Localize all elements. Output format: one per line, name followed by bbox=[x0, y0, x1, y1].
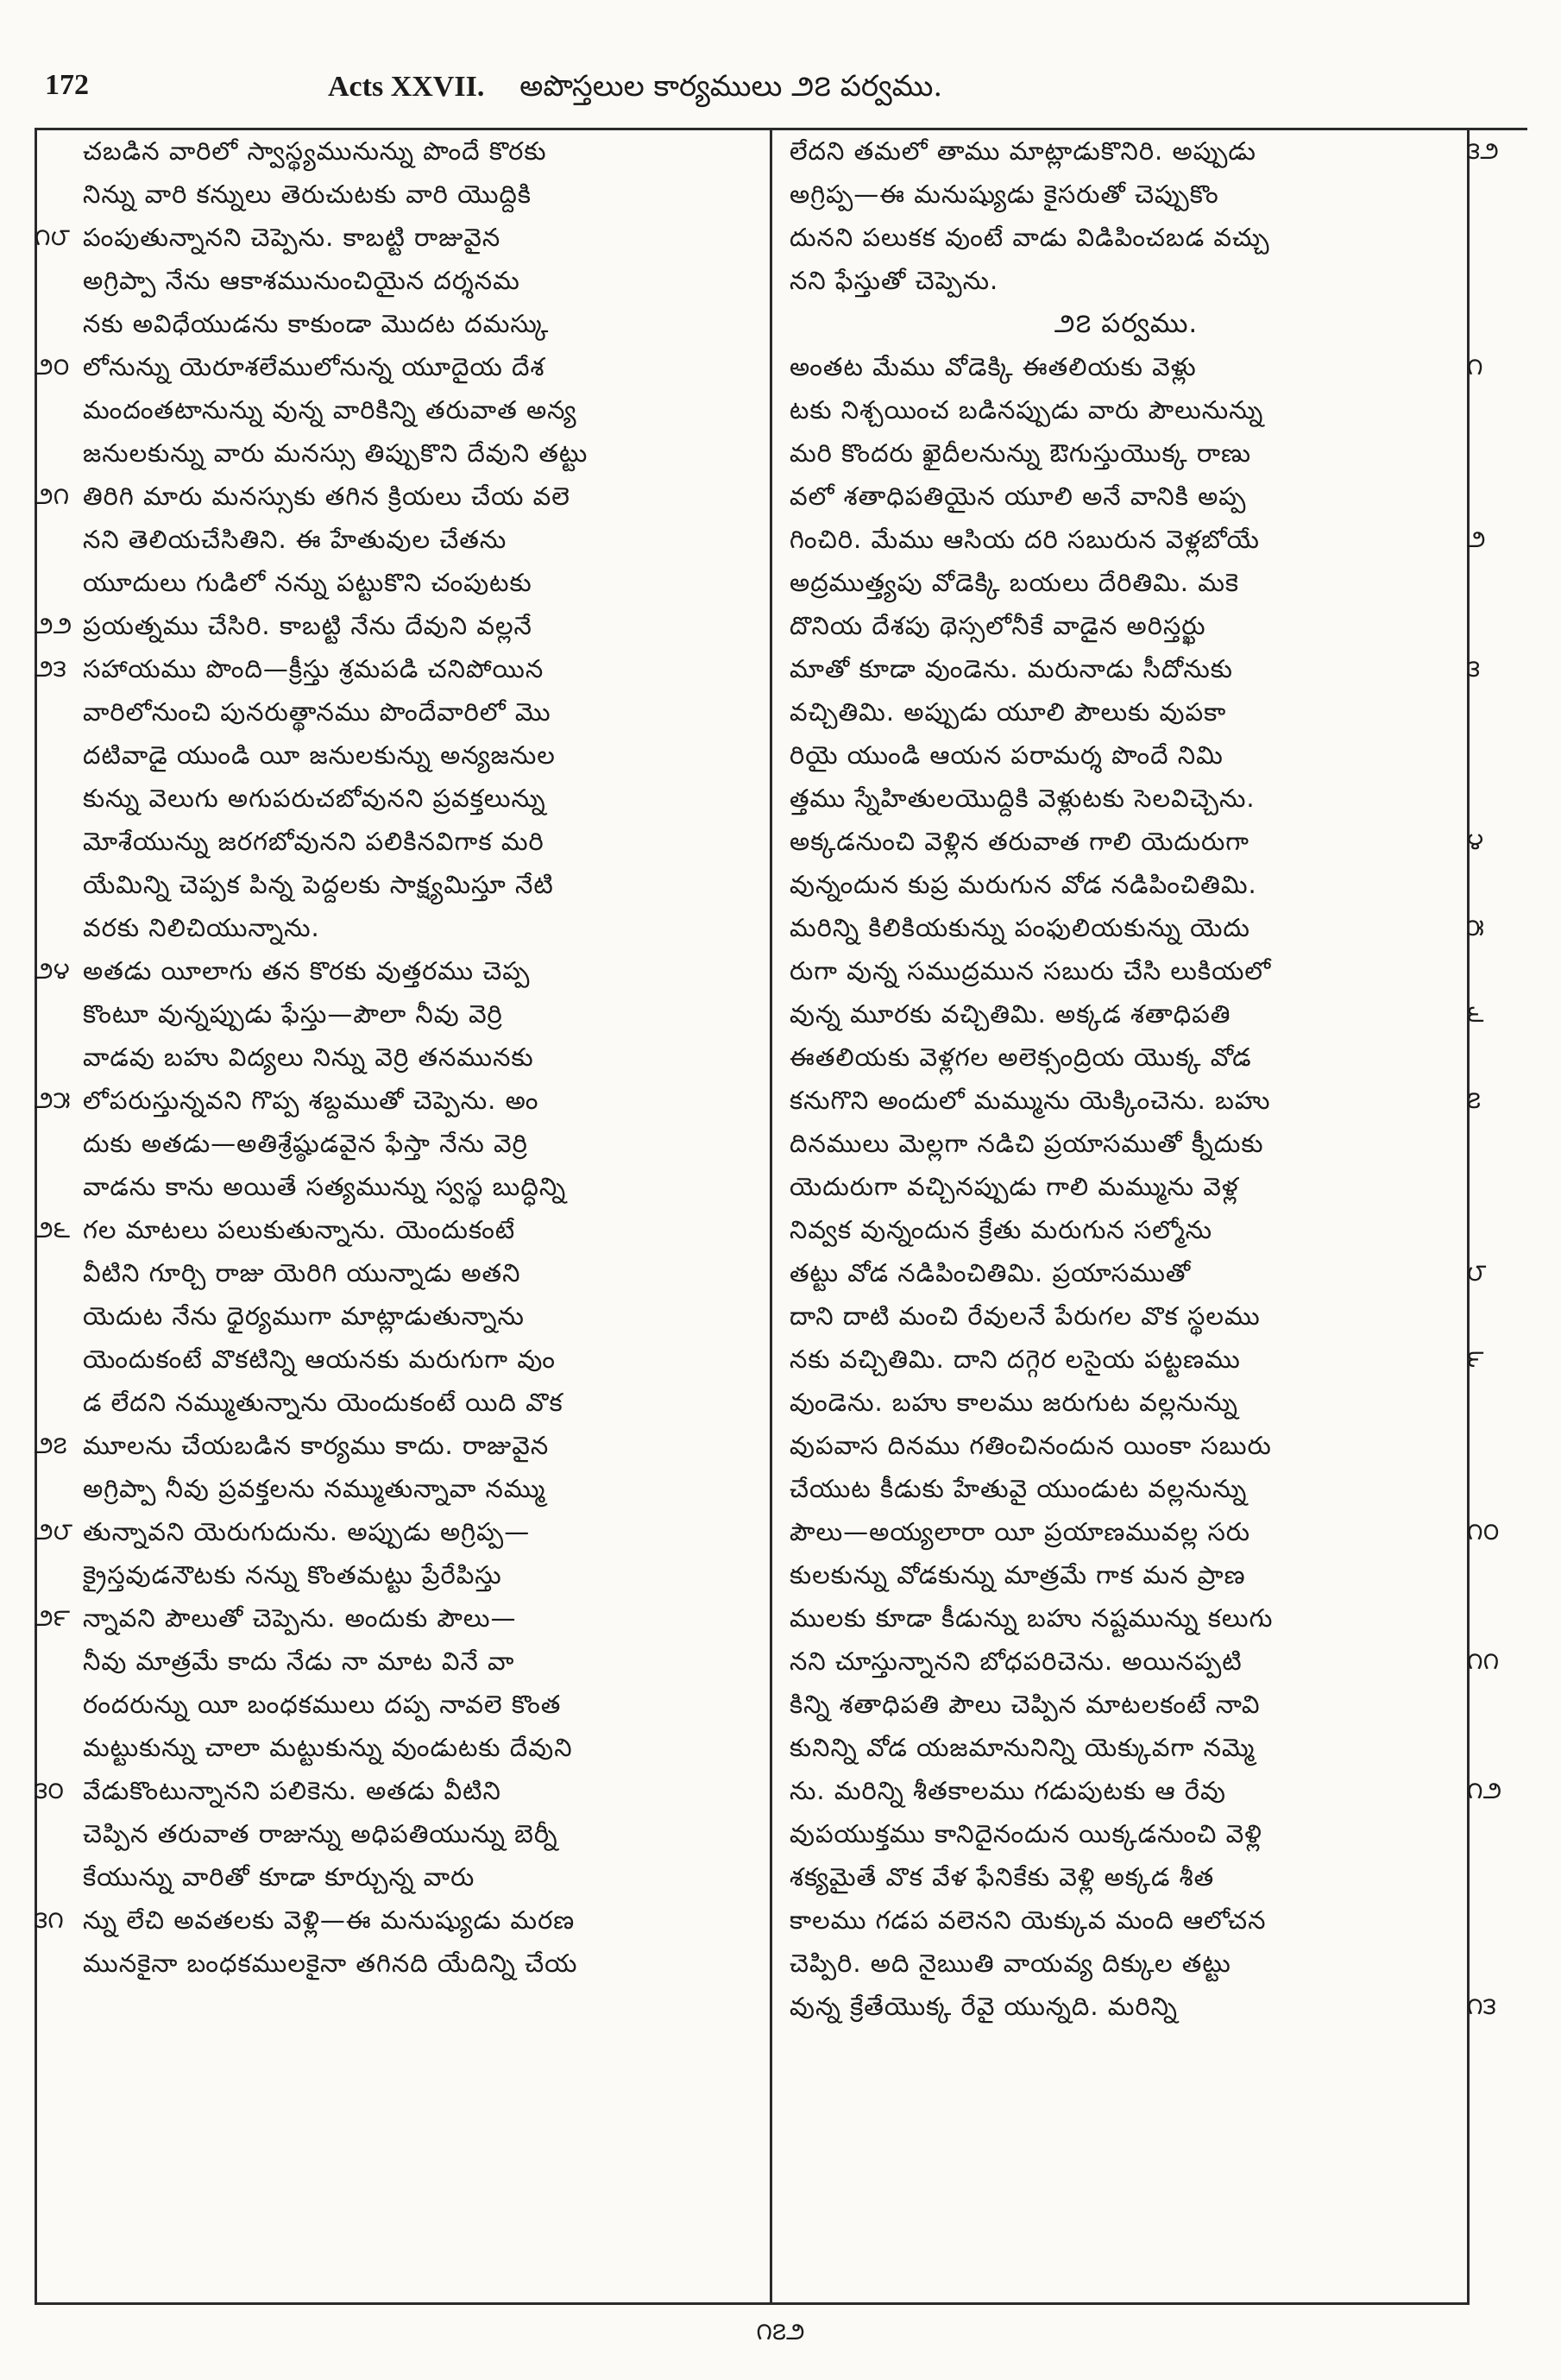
text-line: నని ఫేస్తుతో చెప్పెను. bbox=[790, 266, 999, 295]
text-line: పంపుతున్నానని చెప్పెను. కాబట్టి రాజువైన bbox=[83, 223, 501, 252]
text-line: రందరున్ను యీ బంధకములు దప్ప నావలె కొంత bbox=[83, 1690, 562, 1719]
signature-mark: ౧౭౨ bbox=[756, 2317, 805, 2345]
column-divider bbox=[770, 128, 772, 2302]
text-line: లేదని తమలో తాము మాట్లాడుకొనిరి. అప్పుడు bbox=[790, 136, 1256, 166]
verse-number: ౯ bbox=[1467, 1344, 1484, 1373]
text-line: మరి కొందరు ఖైదీలనున్ను ఔగుస్తుయొక్క రాణు bbox=[790, 438, 1252, 468]
text-line: యెదురుగా వచ్చినప్పుడు గాలి మమ్మును వెళ్ల bbox=[790, 1172, 1239, 1201]
text-line: మందంతటానున్ను వున్న వారికిన్ని తరువాత అన్య bbox=[83, 395, 577, 425]
text-line: అద్రముత్త్యపు వోడెక్కి బయలు దేరితిమి. మకె bbox=[790, 568, 1240, 597]
verse-number: ౧౦ bbox=[1467, 1517, 1500, 1546]
running-title bbox=[328, 69, 1329, 110]
text-line: అక్కడనుంచి వెళ్లిన తరువాత గాలి యెదురుగా bbox=[790, 827, 1249, 856]
text-line: మోశేయున్ను జరగబోవునని పలికినవిగాక మరి bbox=[83, 827, 544, 856]
text-line: దుకు అతడు—అతిశ్రేష్ఠుడవైన ఫేస్తా నేను వెర్రి bbox=[83, 1129, 528, 1158]
text-line: చేయుట కీడుకు హేతువై యుండుట వల్లనున్ను bbox=[790, 1474, 1248, 1503]
text-line: చెప్పిరి. అది నైఋతి వాయవ్య దిక్కుల తట్టు bbox=[790, 1949, 1231, 1978]
text-line: గల మాటలు పలుకుతున్నాను. యెందుకంటే bbox=[83, 1215, 516, 1244]
text-line: తిరిగి మారు మనస్సుకు తగిన క్రియలు చేయ వలె bbox=[83, 482, 570, 511]
text-line: మట్టుకున్ను చాలా మట్టుకున్ను వుండుటకు దేవుని bbox=[83, 1733, 573, 1762]
text-line: వలో శతాధిపతియైన యూలి అనే వానికి అప్ప bbox=[790, 482, 1247, 511]
text-line: చబడిన వారిలో స్వాస్థ్యమునున్ను పొందే కొరకు bbox=[83, 136, 547, 166]
text-line: అతడు యీలాగు తన కొరకు వుత్తరము చెప్ప bbox=[83, 956, 531, 985]
text-line: కనుగొని అందులో మమ్మును యెక్కించెను. బహు bbox=[790, 1086, 1271, 1115]
running-title-telugu: అపొస్తలుల కార్యములు ౨౭ పర్వము. bbox=[519, 69, 943, 104]
verse-number: ౨౪ bbox=[35, 956, 70, 985]
text-line: వున్న క్రేతేయొక్క రేవై యున్నది. మరిన్ని bbox=[790, 1992, 1178, 2021]
text-line: వుపయుక్తము కానిదైనందున యిక్కడనుంచి వెళ్లి bbox=[790, 1819, 1262, 1848]
verse-number: ౨౩ bbox=[35, 654, 66, 683]
text-line: కులకున్ను వోడకున్ను మాత్రమే గాక మన ప్రాణ bbox=[790, 1560, 1246, 1590]
text-line: నీవు మాత్రమే కాదు నేడు నా మాట వినే వా bbox=[83, 1646, 515, 1676]
verse-number: ౨౮ bbox=[35, 1517, 73, 1546]
text-line: న్నావని పౌలుతో చెప్పెను. అందుకు పౌలు— bbox=[83, 1603, 517, 1633]
verse-number: ౩౨ bbox=[1467, 136, 1499, 165]
verse-number: ౧౮ bbox=[35, 223, 71, 251]
text-line: ములకు కూడా కీడున్ను బహు నష్టమున్ను కలుగు bbox=[790, 1603, 1274, 1633]
text-line: మూలను చేయబడిన కార్యము కాదు. రాజువైన bbox=[83, 1431, 550, 1460]
text-line: ఈతలియకు వెళ్లగల అలెక్సంద్రియ యొక్క వోడ bbox=[790, 1042, 1252, 1072]
text-line: రియై యుండి ఆయన పరామర్శ పొందే నిమి bbox=[790, 740, 1224, 770]
text-line: నని తెలియచేసితిని. ఈ హేతువుల చేతను bbox=[83, 525, 507, 554]
text-line: కేయున్ను వారితో కూడా కూర్చున్న వారు bbox=[83, 1862, 475, 1892]
verse-number: ౨౦ bbox=[35, 352, 70, 381]
text-line: ప్రయత్నము చేసిరి. కాబట్టి నేను దేవుని వల్లనే bbox=[83, 611, 532, 640]
verse-number: ౨౬ bbox=[35, 1215, 71, 1244]
text-line: తట్టు వోడ నడిపించితిమి. ప్రయాసముతో bbox=[790, 1258, 1192, 1288]
text-line: కునిన్ని వోడ యజమానునిన్ని యెక్కువగా నమ్మె bbox=[790, 1733, 1256, 1762]
text-line: దొనియ దేశపు థెస్సలోనీకే వాడైన అరిస్తర్ఖు bbox=[790, 611, 1206, 640]
text-line: అగ్రిప్పా నీవు ప్రవక్తలను నమ్ముతున్నావా నమ్ము bbox=[83, 1474, 546, 1503]
text-line: వచ్చితిమి. అప్పుడు యూలి పౌలుకు వుపకా bbox=[790, 697, 1227, 727]
text-line: మాతో కూడా వుండెను. మరునాడు సీదోనుకు bbox=[790, 654, 1233, 683]
text-line: నని చూస్తున్నానని బోధపరిచెను. అయినప్పటి bbox=[790, 1646, 1243, 1676]
text-line: యూదులు గుడిలో నన్ను పట్టుకొని చంపుటకు bbox=[83, 568, 532, 597]
text-line: వాడవు బహు విద్యలు నిన్ను వెర్రి తనమునకు bbox=[83, 1042, 534, 1072]
text-line: వుపవాస దినము గతించినందున యింకా సబురు bbox=[790, 1431, 1272, 1460]
text-line: న్ను లేచి అవతలకు వెళ్లి—ఈ మనుష్యుడు మరణ bbox=[83, 1905, 576, 1935]
text-line: అగ్రిప్ప—ఈ మనుష్యుడు కైసరుతో చెప్పుకొం bbox=[790, 179, 1219, 209]
verse-number: ౨ bbox=[1467, 525, 1486, 553]
text-line: అంతట మేము వోడెక్కి ఈతలియకు వెళ్లు bbox=[790, 352, 1197, 381]
text-line: నకు అవిధేయుడను కాకుండా మొదట దమస్కు bbox=[83, 309, 550, 338]
verse-number: ౩౦ bbox=[35, 1776, 65, 1804]
verse-number: ౧ bbox=[1467, 352, 1483, 381]
text-line: దినములు మెల్లగా నడిచి ప్రయాసముతో క్నీదుకు bbox=[790, 1129, 1264, 1158]
text-line: వాడను కాను అయితే సత్యమున్ను స్వస్థ బుద్ధిన్ని bbox=[83, 1172, 567, 1201]
text-line: తున్నావని యెరుగుదును. అప్పుడు అగ్రిప్ప— bbox=[83, 1517, 531, 1546]
text-line: నివ్వక వున్నందున క్రేతు మరుగున సల్మోను bbox=[790, 1215, 1213, 1244]
verse-number: ౨౧ bbox=[35, 482, 70, 510]
left-column bbox=[83, 129, 756, 2304]
text-line: చెప్పిన తరువాత రాజున్ను అధిపతియున్ను బెర్నీ bbox=[83, 1819, 558, 1848]
text-line: దునని పలుకక వుంటే వాడు విడిపించబడ వచ్చు bbox=[790, 223, 1270, 252]
verse-number: ౬ bbox=[1467, 999, 1484, 1028]
verse-number: ౮ bbox=[1467, 1258, 1487, 1287]
verse-number: ౪ bbox=[1467, 827, 1484, 855]
text-line: సహాయము పొంది—క్రీస్తు శ్రమపడి చనిపోయిన bbox=[83, 654, 544, 683]
verse-number: ౧౩ bbox=[1467, 1992, 1496, 2020]
text-line: కాలము గడప వలెనని యెక్కువ మంది ఆలోచన bbox=[790, 1905, 1267, 1935]
text-line: రుగా వున్న సముద్రమున సబురు చేసి లుకియలో bbox=[790, 956, 1272, 985]
running-title-english: Acts XXVII. bbox=[328, 71, 485, 103]
text-line: కున్ను వెలుగు అగుపరుచబోవునని ప్రవక్తలున్ను bbox=[83, 784, 546, 813]
text-line: టకు నిశ్చయించ బడినప్పుడు వారు పౌలునున్ను bbox=[790, 395, 1264, 425]
text-line: జనులకున్ను వారు మనస్సు తిప్పుకొని దేవుని తట్టు bbox=[83, 438, 589, 468]
text-line: డ లేదని నమ్ముతున్నాను యెందుకంటే యిది వొక bbox=[83, 1388, 563, 1417]
text-line: లోపరుస్తున్నవని గొప్ప శబ్దముతో చెప్పెను. అం bbox=[83, 1086, 539, 1115]
text-line: వీటిని గూర్చి రాజు యెరిగి యున్నాడు అతని bbox=[83, 1258, 521, 1288]
text-line: మునకైనా బంధకములకైనా తగినది యేదిన్ని చేయ bbox=[83, 1949, 578, 1978]
text-line: పౌలు—అయ్యలారా యీ ప్రయాణమువల్ల సరు bbox=[790, 1517, 1251, 1546]
right-column bbox=[790, 129, 1463, 2304]
text-line: వుండెను. బహు కాలము జరుగుట వల్లనున్ను bbox=[790, 1388, 1238, 1417]
text-line: యెదుట నేను ధైర్యముగా మాట్లాడుతున్నాను bbox=[83, 1301, 525, 1331]
text-line: క్రైస్తవుడనౌటకు నన్ను కొంతమట్టు ప్రేరేపిస్తు bbox=[83, 1560, 502, 1590]
verse-number: ౨౯ bbox=[35, 1603, 71, 1632]
text-line: వరకు నిలిచియున్నాను. bbox=[83, 913, 320, 942]
verse-number: ౩౧ bbox=[35, 1905, 64, 1934]
verse-number: ౨౨ bbox=[35, 611, 72, 639]
verse-number: ౨౫ bbox=[35, 1086, 71, 1114]
verse-number: ౭ bbox=[1467, 1086, 1482, 1114]
text-line: యెందుకంటే వొకటిన్ని ఆయనకు మరుగుగా వుం bbox=[83, 1344, 557, 1374]
text-line: దాని దాటి మంచి రేవులనే పేరుగల వొక స్థలము bbox=[790, 1301, 1261, 1331]
text-line: నకు వచ్చితిమి. దాని దగ్గెర లసైయ పట్టణము bbox=[790, 1344, 1241, 1374]
page-header bbox=[35, 52, 1526, 129]
page-number: 172 bbox=[45, 69, 89, 101]
text-line: వారిలోనుంచి పునరుత్థానము పొందేవారిలో మొ bbox=[83, 697, 551, 727]
verse-number: ౧౧ bbox=[1467, 1646, 1500, 1675]
text-line: గించిరి. మేము ఆసియ దరి సబురున వెళ్లబోయే bbox=[790, 525, 1260, 554]
verse-number: ౧౨ bbox=[1467, 1776, 1502, 1804]
text-line: దటివాడై యుండి యీ జనులకున్ను అన్యజనుల bbox=[83, 740, 556, 770]
chapter-heading: ౨౭ పర్వము. bbox=[1054, 308, 1199, 339]
text-line: యేమిన్ని చెప్పక పిన్న పెద్దలకు సాక్ష్యమిస్తూ నేటి bbox=[83, 870, 554, 899]
verse-number: ౨౭ bbox=[35, 1431, 67, 1459]
text-line: కిన్ని శతాధిపతి పౌలు చెప్పిన మాటలకంటే నావి bbox=[790, 1690, 1261, 1719]
text-line: ను. మరిన్ని శీతకాలము గడుపుటకు ఆ రేవు bbox=[790, 1776, 1226, 1805]
right-border bbox=[1467, 128, 1470, 2302]
text-line: కొంటూ వున్నప్పుడు ఫేస్తు—పౌలా నీవు వెర్రి bbox=[83, 999, 503, 1029]
text-line: త్తము స్నేహితులయొద్దికి వెళ్లుటకు సెలవిచ్చెను. bbox=[790, 784, 1256, 813]
text-line: నిన్ను వారి కన్నులు తెరుచుటకు వారి యొద్దికి bbox=[83, 179, 532, 209]
text-line: వున్న మూరకు వచ్చితిమి. అక్కడ శతాధిపతి bbox=[790, 999, 1231, 1029]
text-line: వున్నందున కుప్ర మరుగున వోడ నడిపించితిమి. bbox=[790, 870, 1257, 899]
text-line: మరిన్ని కిలికియకున్ను పంఫులియకున్ను యెదు bbox=[790, 913, 1250, 942]
verse-number: ౩ bbox=[1467, 654, 1481, 683]
text-line: శక్యమైతే వొక వేళ ఫేనికేకు వెళ్లి అక్కడ శీత bbox=[790, 1862, 1215, 1892]
text-line: లోనున్ను యెరూశలేములోనున్న యూదైయ దేశ bbox=[83, 352, 545, 381]
text-line: అగ్రిప్పా నేను ఆకాశమునుంచియైన దర్శనమ bbox=[83, 266, 520, 295]
verse-number: ౫ bbox=[1467, 913, 1484, 941]
text-line: వేడుకొంటున్నానని పలికెను. అతడు వీటిని bbox=[83, 1776, 501, 1805]
